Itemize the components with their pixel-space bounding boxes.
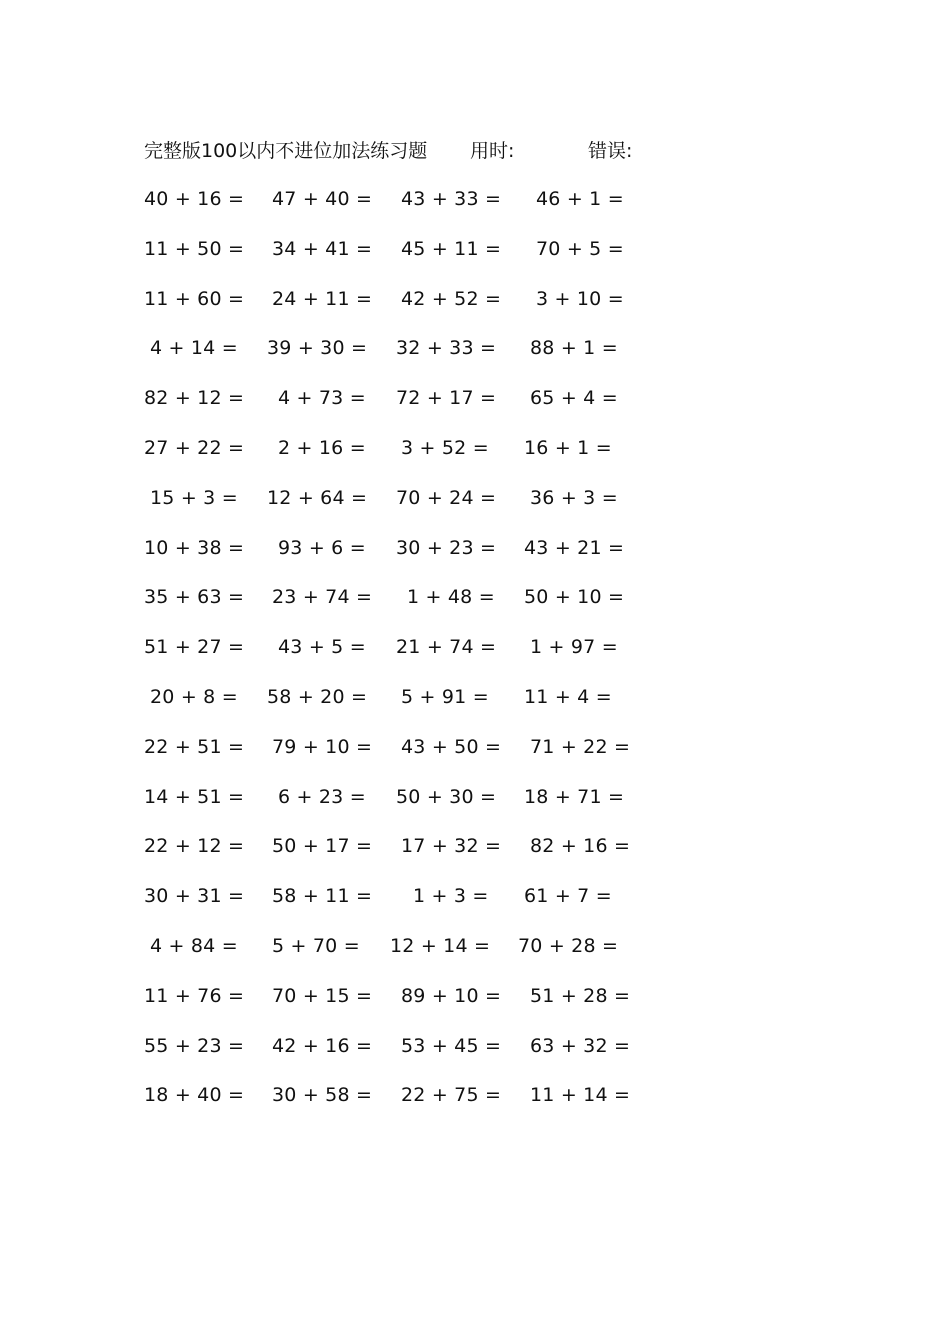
problem-r5-c1: 82 + 12 = — [144, 387, 245, 410]
problem-r2-c3: 45 + 11 = — [401, 237, 502, 260]
error-label: 错误: — [588, 140, 633, 162]
problem-r12-c3: 43 + 50 = — [401, 735, 502, 758]
problem-r19-c1: 18 + 40 = — [144, 1084, 245, 1107]
problem-r4-c4: 88 + 1 = — [530, 337, 618, 360]
problem-r10-c4: 1 + 97 = — [530, 636, 618, 659]
problem-r2-c4: 70 + 5 = — [536, 237, 624, 260]
problem-r6-c4: 16 + 1 = — [524, 437, 612, 459]
problem-r6-c2: 2 + 16 = — [278, 437, 366, 459]
problem-r19-c2: 30 + 58 = — [272, 1084, 373, 1107]
problem-r8-c2: 93 + 6 = — [278, 536, 366, 559]
problem-r4-c2: 39 + 30 = — [267, 337, 368, 360]
problem-r12-c2: 79 + 10 = — [272, 735, 373, 758]
problem-r7-c4: 36 + 3 = — [530, 486, 618, 509]
problem-r3-c4: 3 + 10 = — [536, 287, 624, 310]
problem-r19-c4: 11 + 14 = — [530, 1084, 631, 1107]
problem-r19-c3: 22 + 75 = — [401, 1084, 502, 1107]
problem-r8-c3: 30 + 23 = — [396, 536, 497, 559]
problem-r13-c4: 18 + 71 = — [524, 785, 625, 808]
problem-r17-c4: 51 + 28 = — [530, 984, 631, 1007]
problem-r1-c3: 43 + 33 = — [401, 188, 502, 210]
problem-r8-c1: 10 + 38 = — [144, 536, 245, 559]
problem-r4-c1: 4 + 14 = — [150, 337, 238, 360]
problem-r18-c1: 55 + 23 = — [144, 1034, 245, 1057]
problem-r13-c2: 6 + 23 = — [278, 785, 366, 808]
problem-r15-c3: 1 + 3 = — [413, 885, 489, 908]
problem-r13-c3: 50 + 30 = — [396, 785, 497, 808]
problem-r8-c4: 43 + 21 = — [524, 536, 625, 559]
problem-r15-c4: 61 + 7 = — [524, 885, 612, 908]
problem-r3-c3: 42 + 52 = — [401, 287, 502, 310]
problem-r15-c1: 30 + 31 = — [144, 885, 245, 908]
problem-r7-c3: 70 + 24 = — [396, 486, 497, 509]
problem-r9-c1: 35 + 63 = — [144, 586, 245, 609]
problem-r16-c3: 12 + 14 = — [390, 935, 491, 957]
problem-r6-c1: 27 + 22 = — [144, 437, 245, 459]
problem-r6-c3: 3 + 52 = — [401, 437, 489, 459]
problem-r15-c2: 58 + 11 = — [272, 885, 373, 908]
problem-r11-c1: 20 + 8 = — [150, 686, 238, 708]
problem-r2-c1: 11 + 50 = — [144, 237, 245, 260]
problem-r7-c1: 15 + 3 = — [150, 486, 238, 509]
problem-r18-c3: 53 + 45 = — [401, 1034, 502, 1057]
problem-r18-c2: 42 + 16 = — [272, 1034, 373, 1057]
problem-r14-c2: 50 + 17 = — [272, 835, 373, 858]
worksheet-title: 完整版100以内不进位加法练习题 — [144, 140, 428, 162]
problem-r17-c2: 70 + 15 = — [272, 984, 373, 1007]
problem-r16-c1: 4 + 84 = — [150, 935, 238, 957]
problem-r3-c1: 11 + 60 = — [144, 287, 245, 310]
problem-r14-c4: 82 + 16 = — [530, 835, 631, 858]
problem-r1-c1: 40 + 16 = — [144, 188, 245, 210]
problem-r17-c3: 89 + 10 = — [401, 984, 502, 1007]
problem-r17-c1: 11 + 76 = — [144, 984, 245, 1007]
problem-r12-c4: 71 + 22 = — [530, 735, 631, 758]
problem-r1-c2: 47 + 40 = — [272, 188, 373, 210]
problem-r10-c2: 43 + 5 = — [278, 636, 366, 659]
problem-r11-c2: 58 + 20 = — [267, 686, 368, 708]
problem-r7-c2: 12 + 64 = — [267, 486, 368, 509]
problem-r11-c4: 11 + 4 = — [524, 686, 612, 708]
problem-r9-c3: 1 + 48 = — [407, 586, 495, 609]
time-label: 用时: — [470, 140, 515, 162]
problem-r10-c1: 51 + 27 = — [144, 636, 245, 659]
problem-r16-c2: 5 + 70 = — [272, 935, 360, 957]
problem-r1-c4: 46 + 1 = — [536, 188, 624, 210]
problem-r5-c4: 65 + 4 = — [530, 387, 618, 410]
problem-r4-c3: 32 + 33 = — [396, 337, 497, 360]
problem-r18-c4: 63 + 32 = — [530, 1034, 631, 1057]
problem-r16-c4: 70 + 28 = — [518, 935, 619, 957]
problem-r10-c3: 21 + 74 = — [396, 636, 497, 659]
problem-r12-c1: 22 + 51 = — [144, 735, 245, 758]
problem-r9-c2: 23 + 74 = — [272, 586, 373, 609]
problem-r13-c1: 14 + 51 = — [144, 785, 245, 808]
problem-r14-c3: 17 + 32 = — [401, 835, 502, 858]
problem-r2-c2: 34 + 41 = — [272, 237, 373, 260]
problem-r14-c1: 22 + 12 = — [144, 835, 245, 858]
problem-r11-c3: 5 + 91 = — [401, 686, 489, 708]
problem-r9-c4: 50 + 10 = — [524, 586, 625, 609]
problem-r3-c2: 24 + 11 = — [272, 287, 373, 310]
problem-r5-c3: 72 + 17 = — [396, 387, 497, 410]
problem-r5-c2: 4 + 73 = — [278, 387, 366, 410]
